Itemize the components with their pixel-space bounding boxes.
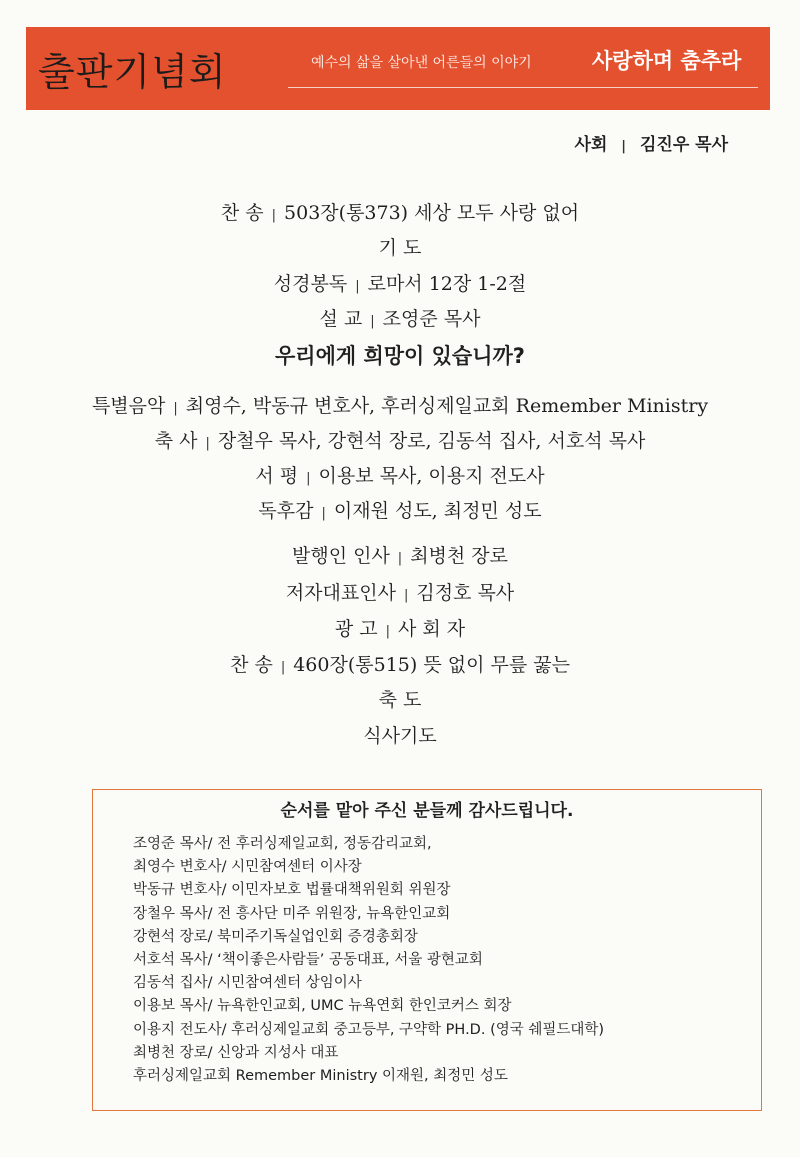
- event-banner: [26, 27, 770, 110]
- program-value: 로마서 12장 1-2절: [367, 273, 527, 295]
- book-subtitle: 예수의 삶을 살아낸 어른들의 이야기: [311, 55, 532, 71]
- program-value: 김정호 목사: [416, 582, 515, 604]
- sermon-title: 우리에게 희망이 있습니까?: [275, 344, 525, 368]
- program-label: 기 도: [378, 237, 422, 259]
- host-label: 사회: [574, 135, 608, 155]
- program-separator: |: [205, 436, 210, 451]
- program-label: 특별음악: [91, 395, 166, 417]
- program-item-sermon: [0, 304, 800, 331]
- program-label: 독후감: [258, 500, 314, 522]
- program-item-review: [0, 461, 800, 488]
- thanks-item: 최병천 장로/ 신앙과 지성사 대표: [133, 1044, 339, 1061]
- program-value: 최병천 장로: [410, 545, 508, 567]
- thanks-item: 후러싱제일교회 Remember Ministry 이재원, 최정민 성도: [133, 1068, 508, 1085]
- thanks-item: 서호석 목사/ ‘책이좋은사람들’ 공동대표, 서울 광현교회: [133, 952, 483, 969]
- program-item-reflection: [0, 496, 800, 523]
- thanks-item: 최영수 변호사/ 시민참여센터 이사장: [133, 859, 362, 876]
- thanks-list: [133, 833, 604, 1088]
- program-item-meal-prayer: [0, 721, 800, 748]
- program-separator: |: [385, 624, 390, 639]
- program-item-prayer: [0, 233, 800, 260]
- event-title: 출판기념회: [38, 50, 227, 94]
- program-value: 사 회 자: [397, 618, 466, 640]
- program-separator: |: [370, 314, 375, 329]
- program-label: 축 도: [378, 689, 422, 711]
- program-separator: |: [271, 208, 277, 223]
- program-separator: |: [321, 506, 326, 521]
- program-item-congratulations: [0, 426, 800, 453]
- host-separator: |: [621, 139, 627, 154]
- program-item-hymn-1: [0, 198, 800, 225]
- program-separator: |: [403, 588, 409, 603]
- thanks-item: 박동규 변호사/ 이민자보호 법률대책위원회 위원장: [133, 882, 451, 899]
- program-item-scripture: [0, 269, 800, 296]
- program-separator: |: [397, 551, 403, 566]
- program-value: 장철우 목사, 강현석 장로, 김동석 집사, 서호석 목사: [217, 430, 646, 452]
- thanks-item: 이용지 전도사/ 후러싱제일교회 중고등부, 구약학 PH.D. (영국 쉐필드대학): [133, 1021, 605, 1038]
- program-item-benediction: [0, 685, 800, 712]
- program-value: 이재원 성도, 최정민 성도: [333, 500, 542, 522]
- program-label: 식사기도: [363, 725, 437, 747]
- program-label: 찬 송: [230, 654, 273, 676]
- program-separator: |: [355, 279, 360, 294]
- host-name: 김진우 목사: [639, 135, 728, 155]
- thanks-item: 김동석 집사/ 시민참여센터 상임이사: [133, 975, 362, 992]
- thanks-item: 조영준 목사/ 전 후러싱제일교회, 정동감리교회,: [133, 836, 432, 852]
- program-label: 발행인 인사: [291, 545, 390, 567]
- program-label: 설 교: [319, 308, 363, 330]
- program-value: 503장(통373) 세상 모두 사랑 없어: [284, 202, 580, 224]
- program-value: 조영준 목사: [382, 308, 481, 330]
- program-separator: |: [306, 471, 311, 486]
- banner-underline: [288, 87, 758, 88]
- thanks-item: 이용보 목사/ 뉴욕한인교회, UMC 뉴욕연회 한인코커스 회장: [133, 998, 512, 1015]
- thanks-item: 강현석 장로/ 북미주기독실업인회 증경총회장: [133, 928, 418, 945]
- program-label: 저자대표인사: [285, 582, 396, 604]
- program-label: 축 사: [154, 430, 198, 452]
- program-item-author-greeting: [0, 578, 800, 605]
- host-line: [575, 130, 728, 155]
- program-label: 광 고: [334, 618, 378, 640]
- program-value: 최영수, 박동규 변호사, 후러싱제일교회 Remember Ministry: [185, 395, 709, 417]
- program-item-publisher-greeting: [0, 541, 800, 568]
- program-item-hymn-2: [0, 650, 800, 677]
- program-separator: |: [280, 660, 286, 675]
- program-label: 찬 송: [220, 202, 264, 224]
- program-item-announcements: [0, 614, 800, 641]
- program-label: 서 평: [255, 465, 299, 487]
- thanks-box: [92, 789, 762, 1111]
- program-value: 이용보 목사, 이용지 전도사: [318, 465, 545, 487]
- thanks-item: 장철우 목사/ 전 흥사단 미주 위원장, 뉴욕한인교회: [133, 905, 451, 922]
- program-separator: |: [173, 401, 178, 416]
- book-title: 사랑하며 춤추라: [592, 49, 742, 73]
- program-value: 460장(통515) 뜻 없이 무릎 꿇는: [293, 654, 570, 676]
- program-label: 성경봉독: [273, 273, 348, 295]
- thanks-title: 순서를 맡아 주신 분들께 감사드립니다.: [280, 801, 574, 821]
- program-item-special-music: [0, 391, 800, 418]
